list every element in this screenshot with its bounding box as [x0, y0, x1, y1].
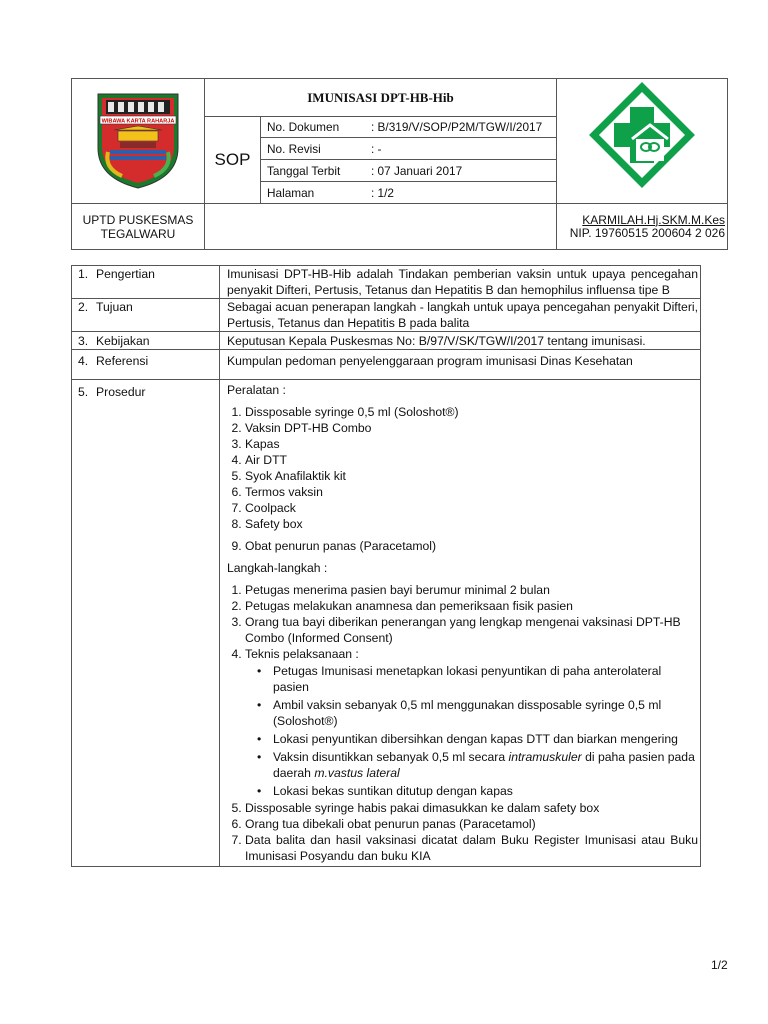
row-label: Prosedur [96, 385, 146, 399]
doc-number-value: : B/319/V/SOP/P2M/TGW/I/2017 [371, 120, 543, 134]
page-row [261, 182, 557, 204]
sop-header-table [71, 78, 728, 250]
list-item: 3. Kapas [245, 436, 698, 452]
list-item: 1. Petugas menerima pasien bayi berumur minimal 2 bulan [245, 582, 698, 598]
row-label: Pengertian [96, 267, 155, 281]
page-value: : 1/2 [371, 185, 394, 200]
bullet-text: Vaksin disuntikkan sebanyak 0,5 ml secara [273, 750, 509, 764]
row-prosedur [72, 380, 701, 867]
prosedur-content [220, 380, 701, 867]
page-number: 1/2 [711, 958, 728, 972]
regency-emblem-icon [92, 90, 184, 190]
kebijakan-text: Keputusan Kepala Puskesmas No: B/97/V/SK/TGW/I/2017 tentang imunisasi. [220, 332, 701, 350]
bullet-item: • Ambil vaksin sebanyak 0,5 ml menggunakan dissposable syringe 0,5 ml (Soloshot®) [273, 697, 698, 729]
signer-block [557, 204, 728, 250]
peralatan-list [227, 404, 698, 532]
blank-cell [205, 204, 557, 250]
revision-label: No. Revisi [267, 141, 321, 156]
row-number: 4. [78, 354, 89, 368]
document-title: IMUNISASI DPT-HB-Hib [205, 79, 557, 117]
peralatan-list-extra [227, 538, 698, 554]
bullet-item: • Petugas Imunisasi menetapkan lokasi penyuntikan di paha anterolateral pasien [273, 663, 698, 695]
list-item: 2. Petugas melakukan anamnesa dan pemeriksaan fisik pasien [245, 598, 698, 614]
langkah-list [227, 582, 698, 864]
teknis-bullets [245, 663, 698, 799]
list-item: 7. Data balita dan hasil vaksinasi dicatat dalam Buku Register Imunisasi atau Buku Imunisasi Posyandu dan buku KIA [245, 832, 698, 864]
list-item: 6. Termos vaksin [245, 484, 698, 500]
list-item: 1. Dissposable syringe 0,5 ml (Soloshot®) [245, 404, 698, 420]
list-item: 3. Orang tua bayi diberikan penerangan yang lengkap mengenai vaksinasi DPT-HB Combo (Informed Consent) [245, 614, 698, 646]
bullet-text: di paha pasien pada daerah [273, 750, 695, 780]
teknis-title: Teknis pelaksanaan : [245, 647, 359, 661]
row-number: 5. [78, 385, 89, 399]
puskesmas-logo-cell [557, 79, 728, 204]
doc-number-row [261, 117, 557, 138]
langkah-title: Langkah-langkah : [227, 561, 328, 575]
row-label: Tujuan [96, 300, 133, 314]
tujuan-text: Sebagai acuan penerapan langkah - langkah untuk upaya pencegahan penyakit Difteri, Pertusis, Tetanus dan Hepatitis B pada balita [220, 299, 701, 332]
signer-name: KARMILAH.Hj.SKM.M.Kes [582, 212, 725, 227]
row-referensi [72, 350, 701, 380]
emblem-motto: WIBAWA KARTA RAHARJA [101, 118, 175, 124]
row-number: 3. [78, 334, 89, 348]
bullet-emphasis: intramuskuler [508, 750, 582, 764]
row-number: 2. [78, 300, 89, 314]
page-label: Halaman [267, 185, 315, 200]
row-label: Referensi [96, 354, 149, 368]
puskesmas-logo-icon [588, 81, 696, 199]
regency-logo-cell [72, 79, 205, 204]
peralatan-title: Peralatan : [227, 383, 286, 397]
row-label: Kebijakan [96, 334, 150, 348]
list-item: 9. Obat penurun panas (Paracetamol) [245, 538, 698, 554]
issue-date-label: Tanggal Terbit [267, 163, 341, 178]
referensi-text: Kumpulan pedoman penyelenggaraan program imunisasi Dinas Kesehatan [220, 350, 701, 380]
issue-date-value: : 07 Januari 2017 [371, 163, 463, 178]
pengertian-text: Imunisasi DPT-HB-Hib adalah Tindakan pemberian vaksin untuk upaya pencegahan penyakit Difteri, Pertusis, Tetanus dan Hepatitis B dan hemophilus influensa tipe B [220, 266, 701, 299]
row-number: 1. [78, 267, 89, 281]
row-tujuan [72, 299, 701, 332]
list-item: 7. Coolpack [245, 500, 698, 516]
organization-name [72, 204, 205, 250]
row-pengertian [72, 266, 701, 299]
list-item: 2. Vaksin DPT-HB Combo [245, 420, 698, 436]
list-item: 6. Orang tua dibekali obat penurun panas (Paracetamol) [245, 816, 698, 832]
row-kebijakan [72, 332, 701, 350]
list-item: 8. Safety box [245, 516, 698, 532]
list-item: 5. Dissposable syringe habis pakai dimasukkan ke dalam safety box [245, 800, 698, 816]
revision-row [261, 138, 557, 160]
bullet-item [273, 749, 698, 781]
doc-number-label: No. Dokumen [267, 120, 340, 134]
list-item: 5. Syok Anafilaktik kit [245, 468, 698, 484]
org-line-2: TEGALWARU [100, 226, 176, 241]
bullet-item: • Lokasi bekas suntikan ditutup dengan kapas [273, 783, 698, 799]
bullet-emphasis: m.vastus lateral [314, 766, 400, 780]
org-line-1: UPTD PUSKESMAS [82, 212, 194, 227]
issue-date-row [261, 160, 557, 182]
bullet-item: • Lokasi penyuntikan dibersihkan dengan kapas DTT dan biarkan mengering [273, 731, 698, 747]
signer-nip: NIP. 19760515 200604 2 026 [569, 225, 725, 240]
sop-label: SOP [205, 117, 261, 204]
list-item-teknis [245, 646, 698, 799]
list-item: 4. Air DTT [245, 452, 698, 468]
revision-value: : - [371, 141, 382, 156]
sop-content-table [71, 265, 701, 867]
